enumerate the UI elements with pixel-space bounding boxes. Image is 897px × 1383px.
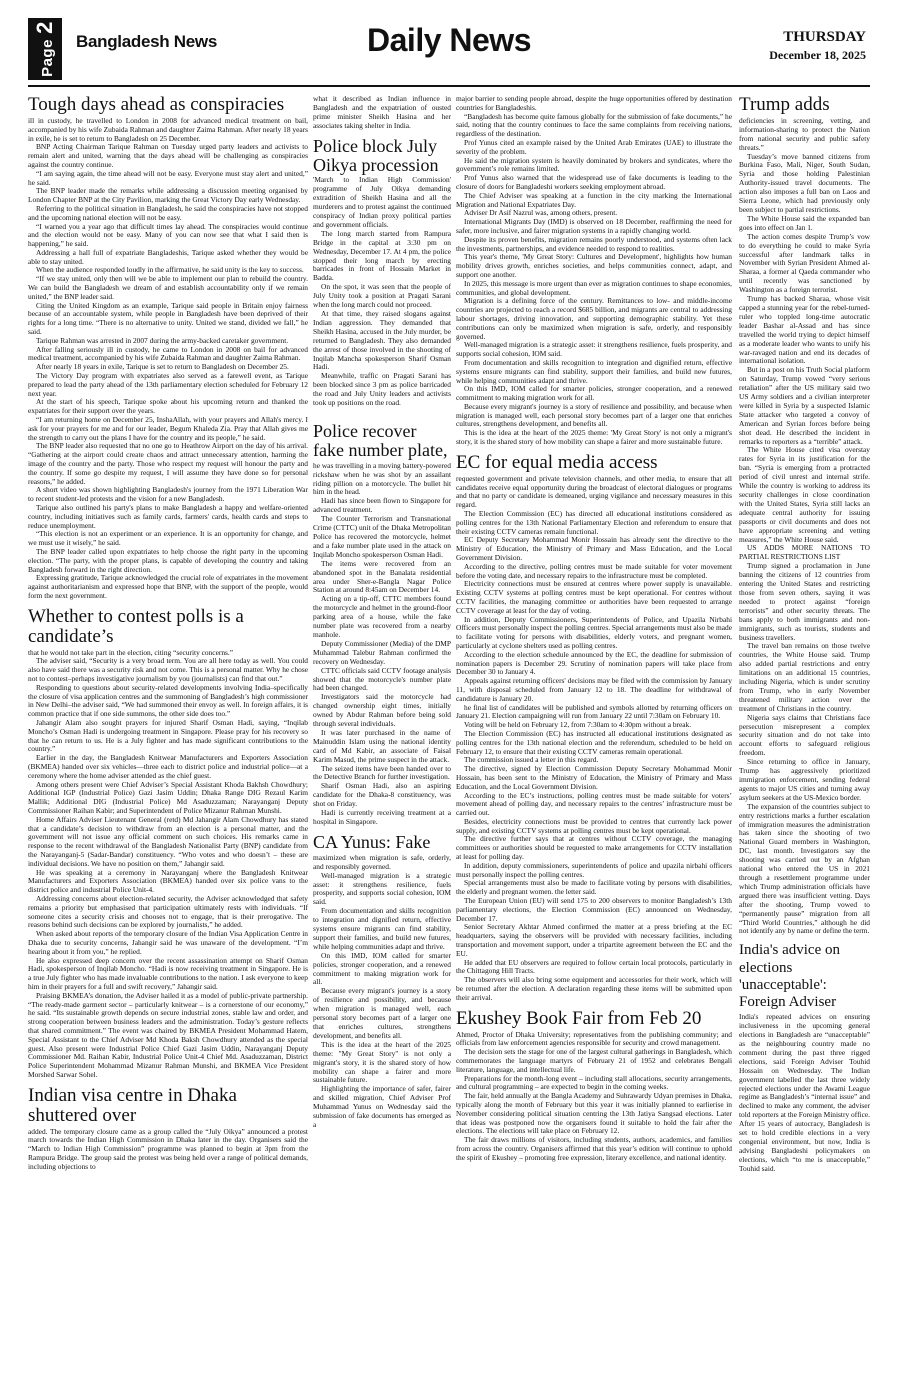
paragraph: ill in custody, he travelled to London in 2008 for advanced medical treatment on bail, accompanied by his wife Zubaida Rahman and daughter Zaima Rahman. After nearly 18 years in exile, he is set to return to Bangladesh on 25 December. [28,115,308,143]
paragraph: major barrier to sending people abroad, despite the huge opportunities offered by destination countries for Bangladeshis. [456,95,732,112]
issue-date [769,28,866,64]
paragraph: Trump has backed Sharaa, whose visit capped a stunning year for the rebel-turned-ruler who toppled long-time autocratic leader Bashar al-Assad and has since travelled the world trying to depict himself as a moderate leader who wants to unify his war-ravaged nation and end its decades of international isolation. [739,294,870,366]
headline-contest-polls: Whether to contest polls is a candidate’s [28,605,244,647]
paragraph: Hadi is currently receiving treatment at a hospital in Singapore. [313,808,451,826]
paragraph: In addition, deputy commissioners, superintendents of police and upazila nirbahi officers must personally inspect the polling centres. [456,860,732,879]
column-3 [456,95,732,1370]
masthead [28,18,870,80]
weekday: THURSDAY [783,29,866,45]
paragraph: The commission issued a letter in this regard. [464,755,599,765]
paragraph: The Election Commission (EC) has instructed all educational institutions designated as polling centres for the 13th national election and the referendum, scheduled to be held on February 12, to ensure that their existing CCTV cameras remain operational. [456,728,732,756]
paragraph: The White House said the expanded ban goes into effect on Jan 1. [739,213,870,232]
paragraph: “I am returning home on December 25, InshaAllah, with your prayers and Allah's mercy. I ask for your prayers for me and for our leader, Begum Khaleda Zia. Pray that Allah gives me the strength to carry out the plans I have for the country and its people,” he said. [28,415,308,442]
paragraph: The BNP leader made the remarks while addressing a discussion meeting organised by London Chapter BNP at the City Pavilion, marking the Great Victory Day early Wednesday. [28,186,308,205]
paragraph: Trump signed a proclamation in June banning the citizens of 12 countries from entering the United States and restricting those from seven others, saying it was needed to protect against “foreign terrorists” and other security threats. The bans apply to both immigrants and non-immigrants, such as tourists, students and business travellers. [739,561,870,642]
paragraph: Voting will be held on February 12, from 7:30am to 4:30pm without a break. [464,720,692,730]
paragraph: He also expressed deep concern over the recent assassination attempt on Sharif Osman Hadi, spokesperson of Inqilab Moncho. “Hadi is now receiving treatment in Singapore. He is a true July fighter who has made invaluable contributions to the nation. I ask everyone to keep him in their prayers for a full and swift recovery,” Jahangir said. [28,955,308,991]
paragraph: Because every migrant's journey is a story of resilience and possibility, and because when migration is managed well, each personal story becomes part of a larger one that enriches cultures, strengthens development, and benefits all. [313,986,451,1040]
masthead-rule [28,85,870,87]
paragraph: The fair draws millions of visitors, including students, authors, academics, and families from across the country. Organisers affirmed that this year’s edition will continue to uphold the spirit of Ekushey – promoting free expression, literary excellence, and national identity. [456,1135,732,1162]
article-trump [739,117,870,936]
paragraph: At the start of his speech, Tarique spoke about his upcoming return and thanked the expatriates for their support over the years. [28,397,308,416]
paragraph: The observers will also bring some equipment and accessories for their work, which will be returned after the election. A declaration regarding these items will be submitted upon their arrival. [456,975,732,1002]
paragraph: After nearly 18 years in exile, Tarique is set to return to Bangladesh on December 25. [36,362,289,372]
paragraph: Addressing concerns about election-related security, the Adviser acknowledged that safety remains a priority but emphasised that participation ultimately rests with individuals. “If someone cites a security crisis and chooses not to engage, that is their prerogative. The reasons behind such decisions can be explored by journalists,” he added. [28,893,308,930]
paragraph: what it described as Indian influence in Bangladesh and the expatriation of ousted prime minister Sheikh Hasina and her associates taking shelter in India. [313,95,451,130]
paragraph: This is the idea at the heart of the 2025 theme: "My Great Story" is not only a migrant's story, it is the shared story of how mobility can shape a fairer and more sustainable future. [313,1039,451,1085]
paragraph: It was later purchased in the name of Mainuddin Islam using the national identity card of Md Kabir, an associate of Faisal Karim Masud, the prime suspect in the attack. [313,727,451,764]
paragraph: “This election is not an experiment or an experience. It is an opportunity for change, and we must use it wisely,” he said. [28,529,308,548]
paragraph: Earlier in the day, the Bangladesh Knitwear Manufacturers and Exporters Association (BKMEA) handed over six vehicles—three each to district police and industrial police—at a ceremony where the home adviser attended as the chief guest. [28,753,308,780]
article-migration-continued [456,95,732,447]
paragraph: According to the directive, polling centres must be made suitable for voter movement before the voting date, and necessary repairs to the infrastructure must be completed. [456,561,732,580]
paragraph: The BNP leader called upon expatriates to help choose the right party in the upcoming election. “The party, with the proper plans, is capable of developing the country and taking Bangladesh forward in the right direction. [28,546,308,574]
article-book-fair [456,1031,732,1163]
headline-number-plate: Police recover fake number plate, [313,420,448,460]
paragraph: Referring to the political situation in Bangladesh, he said the conspiracies have not stopped and the upcoming national election will not be easy. [28,203,308,222]
paragraph: The Election Commission (EC) has directed all educational institutions considered as polling centres for the 13th National Parliamentary Election and referendum to ensure that their existing CCTV cameras remain functional. [456,509,732,536]
paragraph: Nigeria says claims that Christians face persecution misrepresent a complex security situation and do not take into account efforts to safeguard religious freedom. [739,712,870,758]
paragraph: The Victory Day program with expatriates also served as a farewell event, as Tarique prepared to lead the party ahead of the 13th parliamentary election scheduled for February 12 next year. [28,371,308,398]
paragraph: From documentation and skills recognition to integration and dignified return, effective systems ensure migrants can find stability, support their families, and build new futures, while helping communities adapt and thrive. [456,357,732,385]
paragraph: The expansion of the countries subject to entry restrictions marks a further escalation of immigration measures the administration has taken since the shooting of two National Guard members in Washington, DC, last month. Investigators say the shooting was carried out by an Afghan national who entered the US in 2021 through a resettlement programme under which Trump administration officials have argued there was insufficient vetting. Days after the shooting, Trump vowed to “permanently pause” migration from all “Third World Countries,” although he did not identify any by name or define the term. [739,801,870,936]
paragraph: Praising BKMEA’s donation, the Adviser hailed it as a model of public-private partnership. “The ready-made garment sector – particularly knitwear – is a cornerstone of our economy,” he said. “Its sustainable growth depends on secure industrial zones, stable law and order, and strong cooperation between business leaders and the administration. Today’s gesture reflects that shared commitment.” The event was chaired by BKMEA President Mohammad Hatem, Special Assistant to the Chief Adviser Md Khoda Baksh Chowdhury attended as the special guest. Also present were Industrial Police Chief Gazi Jasim Uddin, Narayanganj Deputy Commissioner Md. Raihan Kabir, Industrial Police Unit-4 Chief Md. Asaduzzaman, District Police Superintendent Mohammad Mizanur Rahman Munshi, and BKMEA Vice President Morshed Sarwar Sohel. [28,990,308,1079]
headline-book-fair: Ekushey Book Fair from Feb 20 [456,1007,702,1029]
paragraph: The Counter Terrorism and Transnational Crime (CTTC) unit of the Dhaka Metropolitan Police has recovered the motorcycle, helmet and a fake number plate used in the attack on Inqilab Moncho spokesperson Osman Hadi. [313,514,451,559]
paragraph: Acting on a tip-off, CTTC members found the motorcycle and helmet in the ground-floor parking area of a house, while the fake number plate was recovered from a nearby manhole. [313,594,451,639]
headline-trump: Trump adds [739,95,830,115]
paragraph: The long march started from Rampura Bridge in the capital at 3:30 pm on Wednesday, December 17. At 4 pm, the police stopped their long march by erecting barricades in front of Hossain Market in Badda. [313,228,451,283]
section-title: Daily News [367,22,531,58]
article-ca-yunus [313,854,451,1130]
paragraph: He was speaking at a ceremony in Narayanganj where the Bangladesh Knitwear Manufacturers and Exporters Association (BKMEA) handed over six police vans to the district police and industrial Police Unit-4. [28,867,308,895]
paragraph: Sharif Osman Hadi, also an aspiring candidate for the Dhaka-8 constituency, was shot on Friday. [313,781,451,809]
paragraph: “Bangladesh has become quite famous globally for the submission of fake documents,” he said, noting that the country continues to face the same complaints from receiving nations, regardless of the destination. [456,111,732,139]
paragraph: Deputy Commissioner (Media) of the DMP Muhammad Talebur Rahman confirmed the recovery on Wednesday. [313,638,451,666]
headline-police-block: Police block July Oikya procession [313,135,439,175]
paragraph: Among others present were Chief Adviser’s Special Assistant Khoda Bakhsh Chowdhury; Additional IGP (Industrial Police) Gazi Jasim Uddin; Dhaka Range DIG Rezaul Karim Mallik; Additional DIG (Industrial Police) Md Asaduzzaman; Narayanganj Deputy Commissioner Raihan Kabir; and Superintendent of Police Mizanur Rahman Munshi. [28,779,308,815]
paragraph: Meanwhile, traffic on Pragati Sarani has been blocked since 3 pm as police barricaded the road and July Unity leaders and activists took up positions on the road. [313,371,451,408]
paragraph: “I am saying again, the time ahead will not be easy. Everyone must stay alert and united,” he said. [28,168,308,187]
paragraph: Tuesday’s move banned citizens from Burkina Faso, Mali, Niger, South Sudan, Syria and those holding Palestinian Authority-issued travel documents. The action also imposes a full ban on Laos and Sierra Leone, which had previously only been subject to partial restrictions. [739,151,870,214]
paragraph: Special arrangements must also be made to facilitate voting by persons with disabilities, the elderly and pregnant women. the letter said. [456,878,732,897]
paragraph: The items were recovered from an abandoned spot in the Banalata residential area under Sher-e-Bangla Nagar Police Station at around 8:45am on December 14. [313,558,451,595]
paragraph: maximized when migration is safe, orderly, and responsibly governed. [313,852,451,871]
paragraph: In addition, Deputy Commissioners, Superintendents of Police, and Upazila Nirbahi Officers must personally inspect the polling centres. Special arrangements must also be made to facilitate voting for persons with disabilities, elderly voters, and pregnant women, particularly at cyclone shelters used as polling centres. [456,614,732,650]
paragraph: Responding to questions about security-related developments involving India–specifically the closure of visa application centres and the summoning of Bangladesh’s high commissioner in New Delhi–the adviser said, “We had summoned their envoy as well. In foreign affairs, it is common practice that if one side summons, the other side does too.” [28,682,308,719]
column-4 [739,95,870,1370]
paragraph: The European Union (EU) will send 175 to 200 observers to monitor Bangladesh’s 13th parliamentary elections, the Election Commission (EC) announced on Wednesday, December 17. [456,896,732,923]
paragraph: The action comes despite Trump’s vow to do everything he could to make Syria successful after landmark talks in November with Syrian President Ahmed al-Sharaa, a former al Qaeda commander who until recently was sanctioned by Washington as a foreign terrorist. [739,231,870,295]
paragraph: A short video was shown highlighting Bangladesh's journey from the 1971 Liberation War to recent student-led protests and the vision for a new Bangladesh. [28,485,308,504]
headline-ec-media: EC for equal media access [456,451,658,473]
paragraph: In 2025, this message is more urgent than ever as migration continues to shape economies, communities, and global development. [456,278,732,297]
paragraph: he final list of candidates will be published and symbols allotted by returning officers on January 21. Election campaigning will run from January 22 until 7:30am on February 10. [456,702,732,721]
paragraph: After falling seriously ill in custody, he came to London in 2008 on bail for advanced medical treatment, accompanied by his wife Zubaida Rahman and daughter Zaima Rahman. [28,344,308,363]
paragraph: Electricity connections must be ensured at centres where power supply is unavailable. Existing CCTV systems at polling centres must be kept operational. For centres without CCTV facilities, the managing committee or authorities have been requested to arrange CCTV coverage at least for the day of voting. [456,579,732,615]
article-conspiracies [28,117,308,601]
paragraph: On this IMD, IOM called for smarter policies, stronger cooperation, and a renewed commitment to making migration work for all. [313,950,451,987]
paragraph: Jahangir Alam also sought prayers for injured Sharif Osman Hadi, saying, “Inqilab Moncho’s Osman Hadi is undergoing treatment in Singapore. Please pray for his recovery so that he can return to us. He is a July fighter and has made significant contributions to the country.” [28,718,308,754]
paragraph: He added that EU observers are required to follow certain local protocols, particularly in the Chittagong Hill Tracts. [456,957,732,976]
paragraph: The BNP leader also requested that no one go to Heathrow Airport on the day of his arrival. “Gathering at the airport could create chaos and attract unnecessary attention, harming the image of the country and the party. Those who respect my request will honour the party and the country. If some go despite my request, I will assume they have done so for personal reasons,” he added. [28,441,308,486]
paragraph: Prof Yunus also warned that the widespread use of fake documents is leading to the closure of doors for Bangladeshi workers seeking employment abroad. [456,173,732,191]
page-label: Page [39,39,56,77]
headline-ca-yunus: CA Yunus: Fake [313,831,431,852]
brand-name: Bangladesh News [76,32,217,51]
paragraph: Despite its proven benefits, migration remains poorly understood, and systems often lack the investments, partnerships, and evidence needed to respond to realities. [456,234,732,253]
paragraph: The adviser said, “Security is a very broad term. You are all here today as well. You could also have said there was a security risk and not come. This is a personal matter. Why he chose not to contest–perhaps investigative journalism by you (journalists) can find that out.” [28,656,308,684]
paragraph: India's repeated advices on ensuring inclusiveness in the upcoming general elections in Bangladesh are “unacceptable” as the neighbouring country made no comment during the past three rigged elections, said Foreign Adviser Touhid Hossain on Wednesday. The Indian government labelled the last three widely rejected elections under the Awami League regime as Bangladesh’s “internal issue” and declined to make any comment, the adviser told reporters at the Foreign Ministry office. After 15 years of autocracy, Bangladesh is set to hold credible elections in a very congenial environment, but now, India is advising Bangladeshi policymakers on elections, which “to me is unacceptable,” Touhid said. [739,1012,870,1173]
paragraph: International Migrants Day (IMD) is observed on 18 December, reaffirming the need for safer, more inclusive, and fairer migration systems in a rapidly changing world. [456,217,732,235]
paragraph: When the audience responded loudly in the affirmative, he said unity is the key to success. [36,265,304,275]
paragraph: EC Deputy Secretary Mohammad Monir Hossain has already sent the directive to the Ministry of Education, the Ministry of Primary and Mass Education, and the Local Government Division. [456,535,732,562]
paragraph: Hadi has since been flown to Singapore for advanced treatment. [313,496,451,515]
article-contest-polls [28,649,308,1080]
paragraph: He said the migration system is heavily dominated by brokers and syndicates, where the government’s role remains limited. [456,155,732,174]
paragraph: The seized items have been handed over to the Detective Branch for further investigation. [313,763,451,782]
article-ec-media [456,475,732,1003]
page-number: 2 [32,21,57,34]
paragraph: Tarique Rahman was arrested in 2007 during the army-backed caretaker government. [36,335,289,345]
paragraph: According to the EC’s instructions, polling centres must be made suitable for voters’ movement ahead of polling day, and necessary repairs to the centres’ infrastructure must be carried out. [456,790,732,818]
paragraph: Tarique also outlined his party's plans to make Bangladesh a happy and welfare-oriented country, including initiatives such as family cards, farmers' cards, health cards and steps to reduce unemployment. [28,503,308,530]
paragraph: Addressing a hall full of expatriate Bangladeshis, Tarique asked whether they would be able to stay united. [28,247,308,266]
paragraph: Highlighting the importance of safer, fairer and skilled migration, Chief Adviser Prof Muhammad Yunus on Wednesday said the submission of fake documents has emerged as a [313,1084,451,1129]
paragraph: The directive, signed by Election Commission Deputy Secretary Mohammad Monir Hossain, has been sent to the Ministry of Education, the Ministry of Primary and Mass Education, and the Local Government Division. [456,764,732,791]
paragraph: Prof Yunus cited an example raised by the United Arab Emirates (UAE) to illustrate the severity of the problem. [456,137,732,156]
article-number-plate [313,462,451,827]
column-2 [313,95,451,1370]
paragraph: added. The temporary closure came as a group called the “July Oikya” announced a protest march towards the Indian High Commission in Dhaka later in the day. Organisers said the “March to Indian High Commission” programme was planned to begin at 3pm from the Rampura Bridge. The group said the protest was being held over a range of political demands, including objections to [28,1126,308,1171]
paragraph: “If we stay united, only then will we be able to implement our plan to rebuild the country. We can build the Bangladesh we dream of and establish accountability only if we remain united,” the BNP leader said. [28,274,308,301]
paragraph: The directive further says that at centres without CCTV coverage, the managing committees or authorities should be requested to make arrangements for CCTV installation at least for polling day. [456,834,732,862]
paragraph: Expressing gratitude, Tarique acknowledged the crucial role of expatriates in the movement against authoritarianism and expressed hope that BNP, with the support of the people, would form the next government. [28,573,308,600]
paragraph: The Chief Adviser was speaking at a function in the city marking the International Migration and National Expatriates Day. [456,190,732,209]
paragraph: When asked about reports of the temporary closure of the Indian Visa Application Centre in Dhaka due to security concerns, Jahangir said he was unaware of the development. “I’m hearing about it from you,” he replied. [28,929,308,956]
paragraph: 'March to Indian High Commission' programme of July Oikya demanding extradition of Sheikh Hasina and all the murderers and to protest against the continued conspiracy of Indian proxy political parties and government officials. [313,175,451,229]
column-1 [28,95,308,1370]
paragraph: Well-managed migration is a strategic asset: it strengthens resilience, fuels prosperity, and supports social cohesion, IOM said. [456,340,732,359]
paragraph: According to the election schedule announced by the EC, the deadline for submission of nomination papers is December 29. Scrutiny of nomination papers will take place from December 30 to January 4. [456,649,732,677]
article-visa-continued [313,95,451,131]
paragraph: From documentation and skills recognition to integration and dignified return, effective systems ensure migrants can find stability, support their families, and build new futures, while helping communities adapt and thrive. [313,906,451,951]
paragraph: Preparations for the month-long event – including stall allocations, security arrangements, and cultural programming – are expected to begin in the coming weeks. [456,1073,732,1092]
paragraph: Citing the United Kingdom as an example, Tarique said people in Britain enjoy fairness because of an accountable system, while people in Bangladesh have been deprived of their rights for a long time. “There is no alternative to unity. United we stand, divided we fall,” he said. [28,300,308,337]
paragraph: “I warned you a year ago that difficult times lay ahead. The conspiracies would continue and the election would not be easy. Many of you can now see that what I said then is happening,” he said. [28,221,308,249]
headline-visa-centre: Indian visa centre in Dhaka shuttered over [28,1084,237,1126]
paragraph: The White House cited visa overstay rates for Syria in its justification for the ban. “Syria is emerging from a protracted period of civil unrest and internal strife. While the country is working to address its security challenges in close coordination with the United States, Syria still lacks an adequate central authority for issuing passports or civil documents and does not have appropriate screening and vetting measures,” the White House said. [739,445,870,544]
paragraph: Ahmed, Proctor of Dhaka University; representatives from the publishing community; and officials from law enforcement agencies responsible for security and crowd management. [456,1029,732,1048]
headline-conspiracies: Tough days ahead as conspiracies [28,95,285,115]
paragraph: BNP Acting Chairman Tarique Rahman on Tuesday urged party leaders and activists to remain alert and united, warning that the days ahead will be challenging as conspiracies against the country continue. [28,142,308,169]
paragraph: On the spot, it was seen that the people of July Unity took a position at Pragati Sarani when the long march could not proceed. [313,282,451,310]
paragraph: he was travelling in a moving battery-powered rickshaw when he was shot by an assailant riding pillion on a motorcycle. The bullet hit him in the head. [313,460,451,497]
paragraph: Well-managed migration is a strategic asset: it strengthens resilience, fuels prosperity, and supports social cohesion, IOM said. [313,870,451,907]
paragraph: Besides, electricity connections must be provided to centres that currently lack power supply, and existing CCTV systems at polling centres must be kept operational. [456,816,732,835]
paragraph: Because every migrant's journey is a story of resilience and possibility, and because when migration is managed well, each personal story becomes part of a larger one that enriches cultures, strengthens development, and benefits all. [456,401,732,429]
paragraph: Home Affairs Adviser Lieutenant General (retd) Md Jahangir Alam Chowdhury has stated that a candidate’s decision to withdraw from an election is a personal matter, and the government will not issue any official comment on such choices. His remarks came in response to the recent withdrawal of the Bangladesh Nationalist Party (BNP) candidate from the Narayanganj-5 (Sadar-Bandar) constituency. “Who votes and who doesn’t – these are individual decisions. We have no position on them,” Jahangir said. [28,814,308,868]
paragraph: CTTC officials said CCTV footage analysis showed that the motorcycle's number plate had been changed. [313,665,451,693]
paragraph: Since returning to office in January, Trump has aggressively prioritized immigration enforcement, sending federal agents to major US cities and turning away asylum seekers at the US-Mexico border. [739,757,870,802]
paragraph: US ADDS MORE NATIONS TO PARTIAL RESTRICTIONS LIST [739,543,870,562]
paragraph: requested government and private television channels, and other media, to ensure that all candidates receive equal opportunity during the broadcast of electoral dialogues or programs and that no party or candidate is demeaned, urging vigilance and necessary measures in this regard. [456,473,732,510]
article-india-advice [739,1013,870,1173]
paragraph: But in a post on his Truth Social platform on Saturday, Trump vowed “very serious retaliation” after the US military said two US Army soldiers and a civilian interpreter were killed in Syria by a suspected Islamic State attacker who targeted a convoy of American and Syrian forces before being shot dead. He described the incident in remarks to reporters as a “terrible” attack. [739,365,870,446]
paragraph: On this IMD, IOM called for smarter policies, stronger cooperation, and a renewed commitment to making migration work for all. [456,384,732,403]
paragraph: This is the idea at the heart of the 2025 theme: 'My Great Story' is not only a migrant's story, it is the shared story of how mobility can shape a fairer and more sustainable future. [456,428,732,447]
paragraph: The fair, held annually at the Bangla Academy and Suhrawardy Udyan premises in Dhaka, typically along the month of February but this year it was initially planned to earlierise in November considering political situation centring the 13th Jatiya Sangsad elections. Later that ideas was postponed now the organisers found it suitable to hold the fair after the elections. The elections will take place on February 12. [456,1091,732,1136]
paragraph: Migration is a defining force of the century. Remittances to low- and middle-income countries are projected to reach a record $685 billion, and migrants are central to addressing labour shortages, driving innovation, and supporting demographic stability. Yet these contributions can only be maximized when migration is safe, orderly, and responsibly governed. [456,296,732,341]
paragraph: Investigators said the motorcycle had changed ownership eight times, initially owned by Abdur Rahman before being sold through several individuals. [313,692,451,729]
paragraph: Appeals against returning officers' decisions may be filed with the commission by January 11, with disposal scheduled from January 12 to 18. The deadline for withdrawal of candidature is January 20. [456,676,732,703]
article-police-block [313,176,451,408]
paragraph: Adviser Dr Asif Nazrul was, among others, present. [464,208,618,218]
paragraph: The travel ban remains on those twelve countries, the White House said. Trump also added partial restrictions and entry limitations on an additional 15 countries, including Nigeria, which is under scrutiny from Trump, who in early November threatened military action over the treatment of Christians in the country. [739,641,870,713]
paragraph: deficiencies in screening, vetting, and information-sharing to protect the Nation from national security and public safety threats.” [739,115,870,152]
article-visa-centre [28,1128,308,1172]
headline-india-advice: India's advice on elections 'unacceptable': Foreign Adviser [739,942,841,1011]
date: December 18, 2025 [769,48,866,62]
paragraph: that he would not take part in the election, citing “security concerns.” [28,647,234,657]
paragraph: Senior Secretary Akhtar Ahmed confirmed the matter at a press briefing at the EC headquarters, saying the observers will be provided with necessary facilities, including transportation and movement support, under a tripartite agreement between the EC and the EU. [456,922,732,958]
paragraph: This year's theme, 'My Great Story: Cultures and Development', highlights how human mobility drives growth, enriches societies, and helps communities connect, adapt, and support one another. [456,252,732,279]
paragraph: At that time, they raised slogans against Indian aggression. They demanded that Sheikh Hasina, accused in the July murder, be returned to Bangladesh. They also demanded the arrest of those involved in the shooting of Inqilab Mancha spokesperson Sharif Osman Hadi. [313,309,451,372]
paragraph: The decision sets the stage for one of the largest cultural gatherings in Bangladesh, which commemorates the language martyrs of February 21 of 1952 and celebrates Bengali literature, language, and intellectual life. [456,1047,732,1074]
